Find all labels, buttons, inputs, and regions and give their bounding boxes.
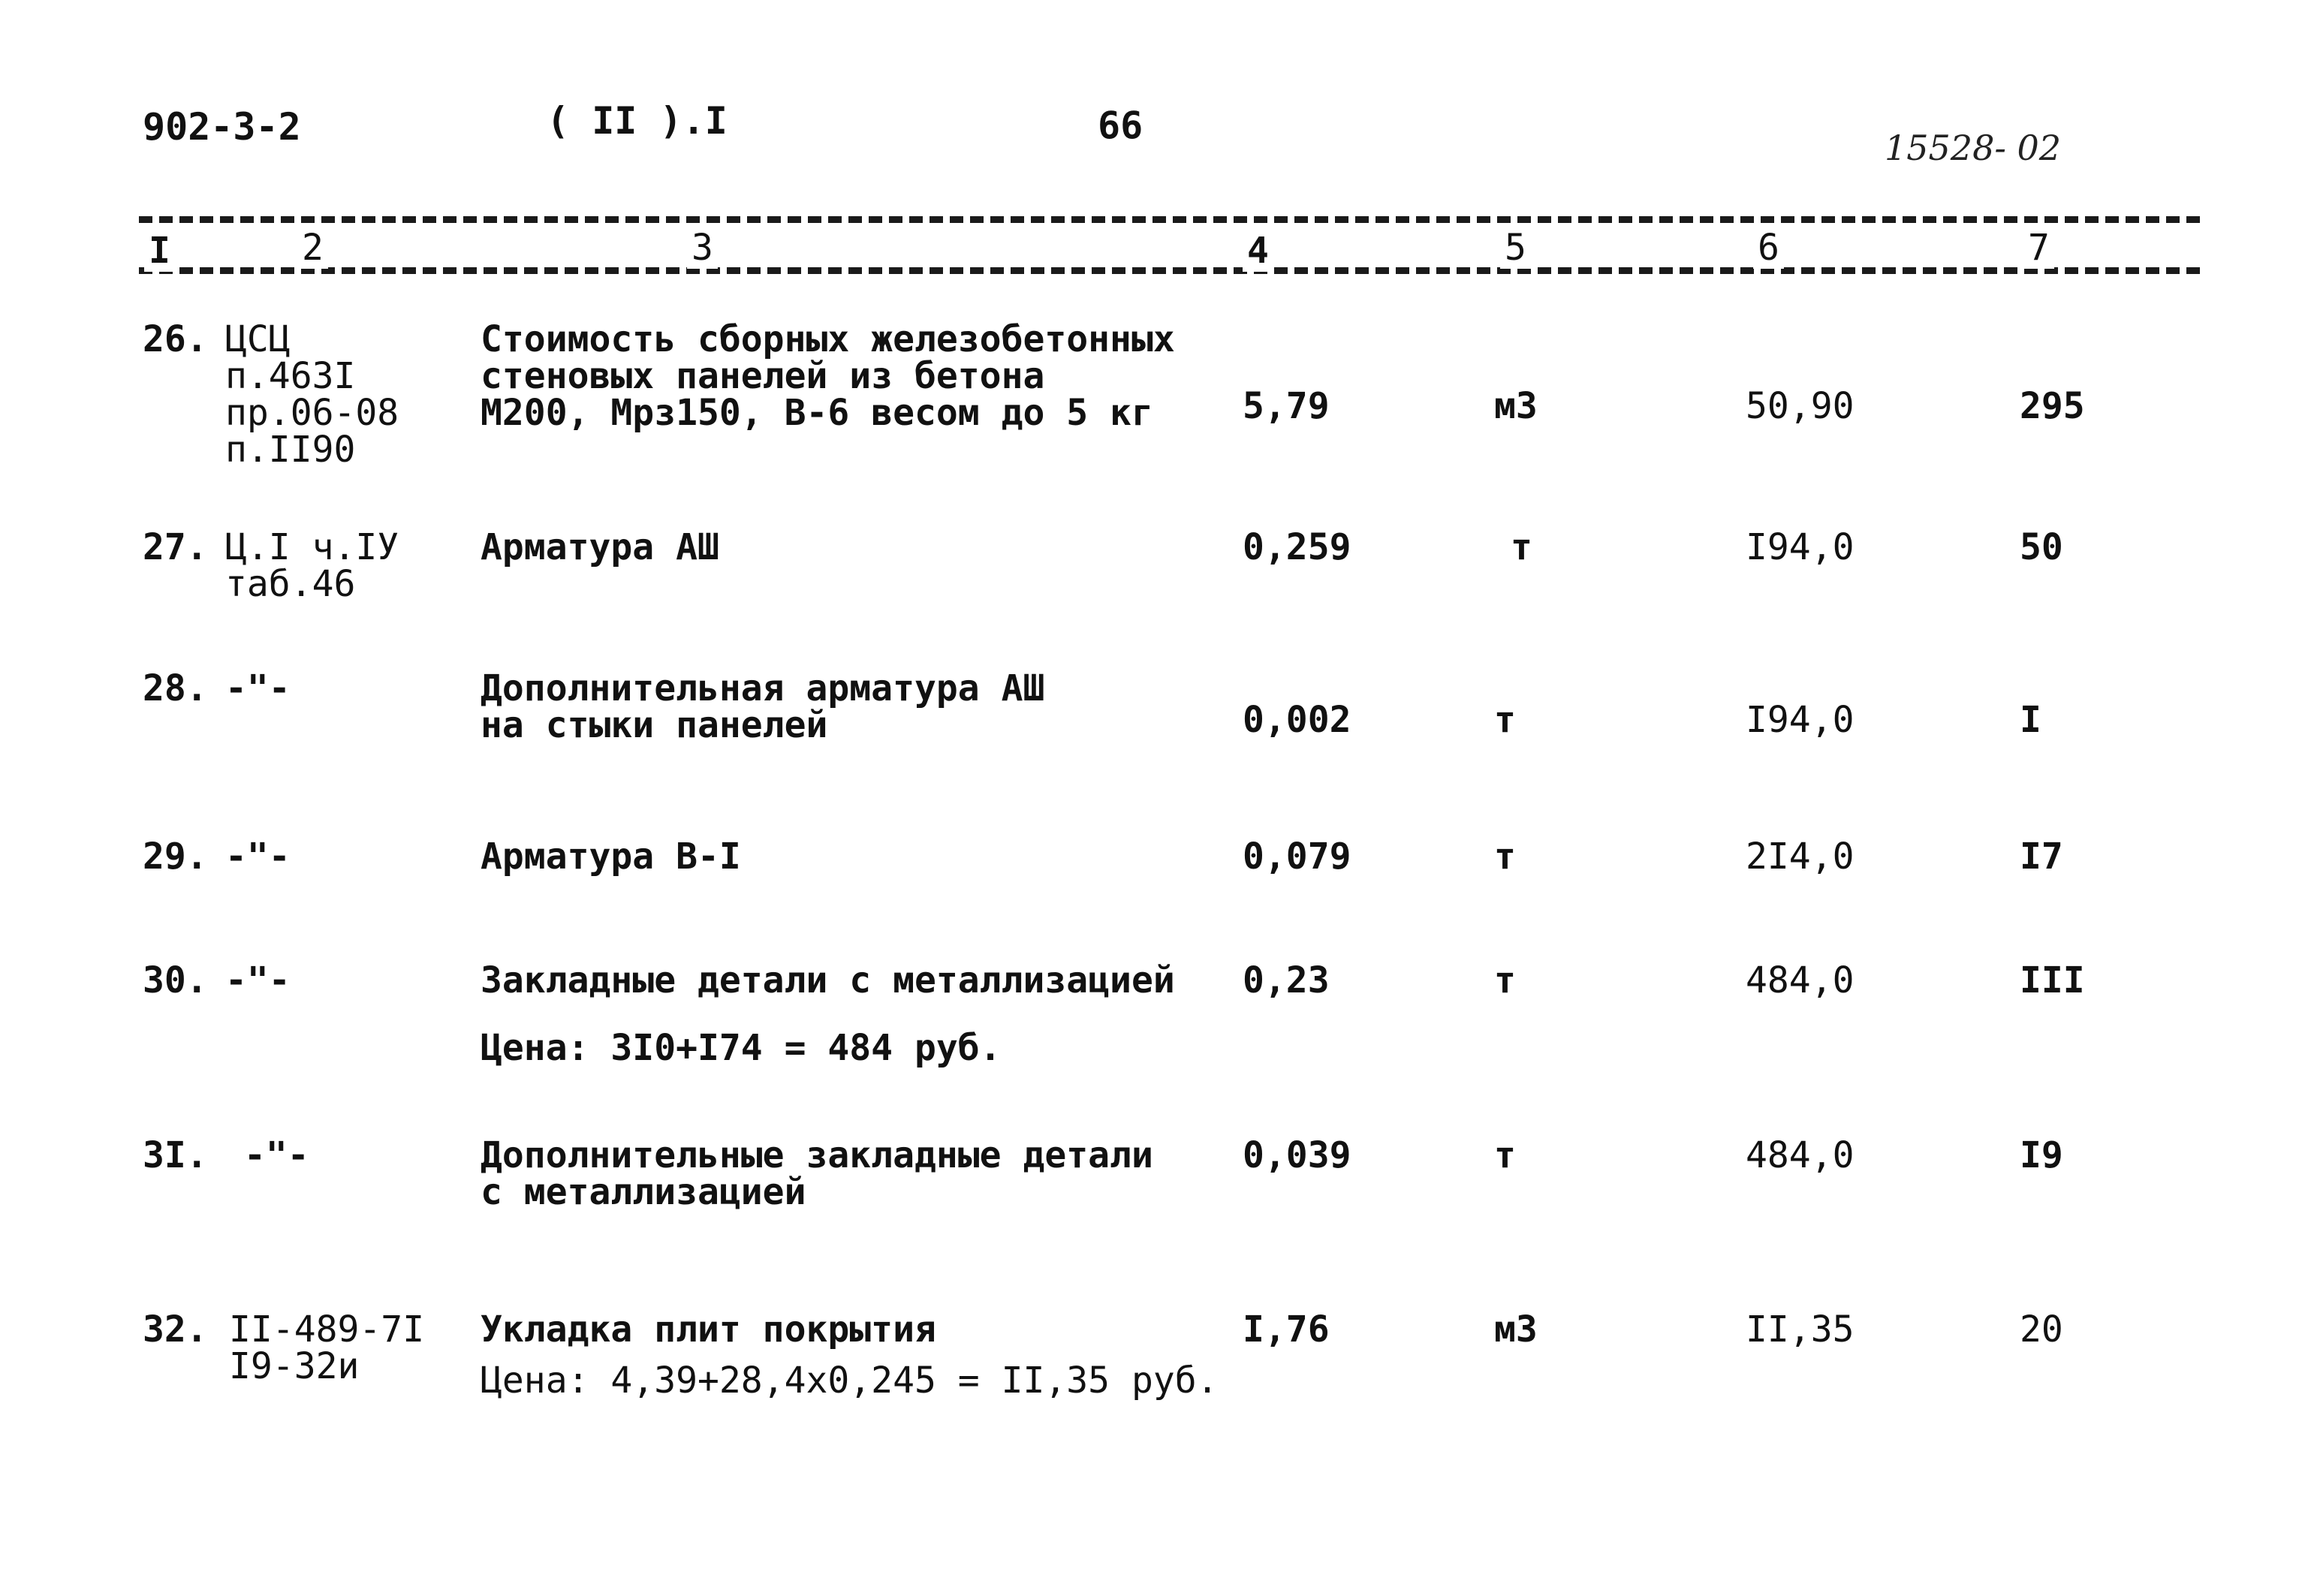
- row-quantity: 0,079: [1243, 836, 1351, 878]
- row-quantity: 0,259: [1243, 526, 1351, 568]
- row-unit: м3: [1494, 1308, 1538, 1351]
- row-total: I9: [2020, 1134, 2063, 1176]
- row-number: 28.: [143, 667, 208, 709]
- row-total: III: [2020, 959, 2085, 1001]
- row-unit: т: [1494, 699, 1516, 741]
- row-price: 2I4,0: [1746, 836, 1855, 878]
- column-number: 5: [1500, 227, 1531, 269]
- row-total: I: [2020, 699, 2041, 741]
- row-number: 26.: [143, 318, 208, 360]
- column-number: I: [144, 230, 175, 272]
- row-description: Закладные детали с металлизацией: [481, 959, 1175, 1001]
- row-unit: т: [1494, 1134, 1516, 1176]
- row-total: I7: [2020, 836, 2063, 878]
- row-number: 30.: [143, 959, 208, 1001]
- row-number: 3I.: [143, 1134, 208, 1176]
- row-price: II,35: [1746, 1308, 1855, 1351]
- row-description: Арматура АШ: [481, 526, 719, 568]
- row-reference: -"-: [225, 667, 291, 709]
- row-reference: -"-: [244, 1134, 309, 1176]
- row-total: 50: [2020, 526, 2063, 568]
- page-number: 66: [1098, 104, 1143, 147]
- row-quantity: 0,23: [1243, 959, 1330, 1001]
- row-price: I94,0: [1746, 699, 1855, 741]
- row-description: Стоимость сборных железобетонных стеновых панелей из бетона М200, Мрз150, В-6 весом до 5 кг: [481, 318, 1175, 434]
- row-reference: -"-: [225, 836, 291, 878]
- row-price: I94,0: [1746, 526, 1855, 568]
- row-unit: т: [1494, 836, 1516, 878]
- column-number: 2: [297, 227, 328, 269]
- row-quantity: 5,79: [1243, 385, 1330, 427]
- row-reference: ЦСЦ п.463I пр.06-08 п.II90: [225, 318, 399, 471]
- row-reference: Ц.I ч.IУ таб.46: [225, 526, 399, 605]
- row-number: 29.: [143, 836, 208, 878]
- archive-number: 15528- 02: [1885, 128, 2062, 168]
- row-description: Дополнительные закладные детали с металлизацией: [481, 1134, 1153, 1213]
- row-number: 27.: [143, 526, 208, 568]
- row-description: Арматура В-I: [481, 836, 741, 878]
- row-quantity: I,76: [1243, 1308, 1330, 1351]
- row-unit: м3: [1494, 385, 1538, 427]
- row-number: 32.: [143, 1308, 208, 1351]
- row-total: 295: [2020, 385, 2085, 427]
- row-price: 484,0: [1746, 1134, 1855, 1176]
- row-total: 20: [2020, 1308, 2063, 1351]
- row-price: 50,90: [1746, 385, 1855, 427]
- row-unit: т: [1494, 959, 1516, 1001]
- section-label: ( II ).I: [547, 99, 728, 143]
- column-number: 7: [2023, 227, 2054, 269]
- row-price: 484,0: [1746, 959, 1855, 1001]
- top-dashed-rule: [139, 216, 2200, 223]
- row-description: Укладка плит покрытия: [481, 1308, 936, 1351]
- row-unit: т: [1511, 526, 1532, 568]
- row-quantity: 0,039: [1243, 1134, 1351, 1176]
- row-reference: II-489-7I I9-32и: [229, 1308, 425, 1387]
- column-number: 4: [1243, 230, 1273, 272]
- document-code: 902-3-2: [143, 105, 301, 149]
- row-reference: -"-: [225, 959, 291, 1001]
- column-number: 3: [687, 227, 718, 269]
- column-number: 6: [1753, 227, 1784, 269]
- header-dashed-rule: [139, 267, 2200, 274]
- row-quantity: 0,002: [1243, 699, 1351, 741]
- row-description: Дополнительная арматура АШ на стыки панелей: [481, 667, 1045, 746]
- row-price-note: Цена: 3I0+I74 = 484 руб.: [481, 1027, 1002, 1069]
- row-price-note: Цена: 4,39+28,4х0,245 = II,35 руб.: [481, 1360, 1219, 1402]
